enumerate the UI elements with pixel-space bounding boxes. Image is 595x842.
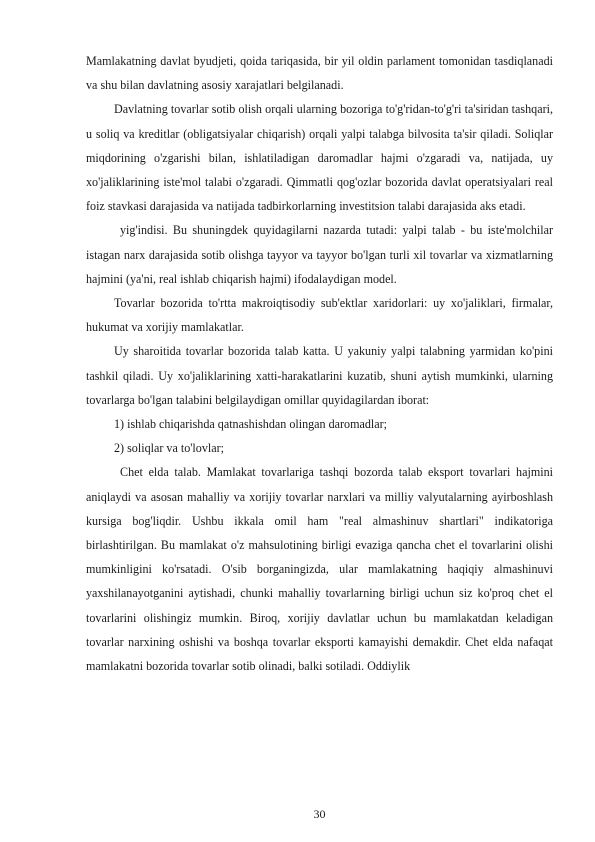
list-item-income: 1) ishlab chiqarishda qatnashishdan olingan daromadlar; [114, 417, 388, 432]
paragraph-household-demand: Uy sharoitida tovarlar bozorida talab katta. U yakuniy yalpi talabning yarmidan ko'pini tashkil qiladi. Uy xo'jaliklarining xatti-harakatlarini kuzatib, shuni aytish mumkinki, ularning tovarlarga bo'lgan talabini belgilaydigan omillar quyidagilardan iborat: [86, 344, 553, 407]
list-item-taxes: 2) soliqlar va to'lovlar; [114, 441, 224, 456]
paragraph-foreign-demand: Chet elda talab. Mamlakat tovarlariga tashqi bozorda talab eksport tovarlari hajmini aniqlaydi va asosan mahalliy va xorijiy tovarlar narxlari va milliy valyutalarning ayirboshlash kursiga bog'liqdir. Ushbu ikkala omil ham "real almashinuv shartlari" indikatoriga birlashtirilgan. Bu mamlakat o'z mahsulotining birligi evaziga qancha chet el tovarlarini olishi mumkinligini ko'rsatadi. O'sib borganingizda, ular mamlakatning haqiqiy almashinuvi yaxshilanayotganini aytishadi, chunki mahalliy tovarlarning birligi uchun siz ko'proq chet el tovarlarini olishingiz mumkin. Biroq, xorijiy davlatlar uchun bu mamlakatdan keladigan tovarlar narxining oshishi va boshqa tovarlar eksporti kamayishi demakdir. Chet elda nafaqat mamlakatni bozorida tovarlar sotib olinadi, balki sotiladi. Oddiylik [86, 465, 553, 674]
paragraph-buyers: Tovarlar bozorida to'rtta makroiqtisodiy sub'ektlar xaridorlari: uy xo'jaliklari, firmalar, hukumat va xorijiy mamlakatlar. [86, 296, 553, 335]
paragraph-state-influence: Davlatning tovarlar sotib olish orqali ularning bozoriga to'g'ridan-to'g'ri ta'siridan tashqari, u soliq va kreditlar (obligatsiyalar chiqarish) orqali yalpi talabga bilvosita ta'sir qiladi. Soliqlar miqdorining o'zgarishi bilan, ishlatiladigan daromadlar hajmi o'zgaradi va, natijada, uy xo'jaliklarining iste'mol talabi o'zgaradi. Qimmatli qog'ozlar bozorida davlat operatsiyalari real foiz stavkasi darajasida va natijada tadbirkorlarning investitsion talabi darajasida aks etadi. [86, 102, 553, 214]
paragraph-aggregate-demand: yig'indisi. Bu shuningdek quyidagilarni nazarda tutadi: yalpi talab - bu iste'molchilar istagan narx darajasida sotib olishga tayyor va tayyor bo'lgan turli xil tovarlar va xizmatlarning hajmini (ya'ni, real ishlab chiqarish hajmi) ifodalaydigan model. [86, 223, 553, 286]
document-body [86, 49, 553, 678]
paragraph-budget: Mamlakatning davlat byudjeti, qoida tariqasida, bir yil oldin parlament tomonidan tasdiqlanadi va shu bilan davlatning asosiy xarajatlari belgilanadi. [86, 54, 553, 93]
page-number: 30 [313, 807, 326, 821]
